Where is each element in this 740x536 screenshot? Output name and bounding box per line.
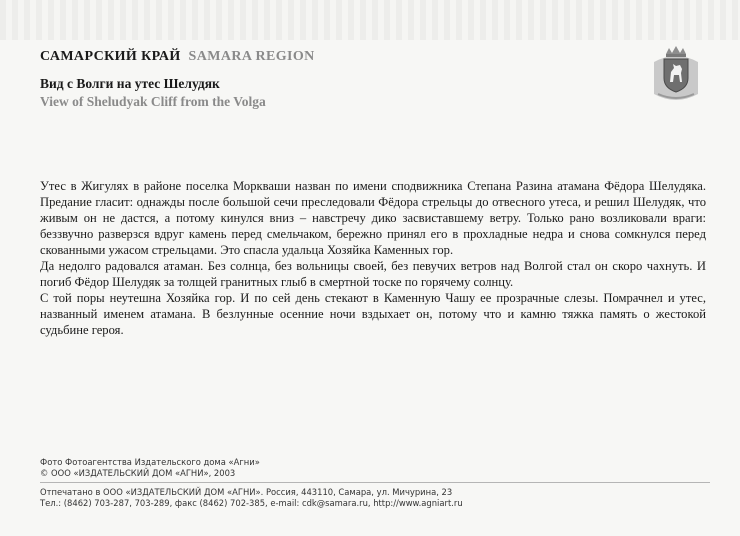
- photo-credit: Фото Фотоагентства Издательского дома «Агни»: [40, 457, 260, 467]
- card-title-en: View of Sheludyak Cliff from the Volga: [40, 94, 266, 109]
- contacts-line: Тел.: (8462) 703-287, 703-289, факс (8462) 702-385, e-mail: cdk@samara.ru, http://www.agniart.ru: [40, 498, 463, 508]
- card-title-ru: Вид с Волги на утес Шелудяк: [40, 76, 220, 91]
- legend-paragraph-1: Утес в Жигулях в районе поселка Моркваши назван по имени сподвижника Степана Разина атамана Фёдора Шелудяка. Предание гласит: однажды после большой сечи преследовали Фёдора стрельцы до отвесного утеса, и решил Шелудяк, что живым он не дастся, а потому кинулся вниз – навстречу дико засвиставшему ветру. Только рано возликовали враги: беззвучно разверзся вдруг камень перед смельчаком, бережно принял его в прохладные недра и снова сомкнулся перед скованными ужасом стрельцами. Это спасла удальца Хозяйка Каменных гор.: [40, 179, 706, 257]
- footer-divider: [40, 482, 710, 483]
- region-title-en: SAMARA REGION: [188, 49, 315, 64]
- printed-by-line: Отпечатано в ООО «ИЗДАТЕЛЬСКИЙ ДОМ «АГНИ». Россия, 443110, Самара, ул. Мичурина, 23: [40, 487, 453, 497]
- samara-coat-of-arms-icon: [650, 44, 702, 106]
- copyright-line: © ООО «ИЗДАТЕЛЬСКИЙ ДОМ «АГНИ», 2003: [40, 468, 236, 478]
- region-title-ru: САМАРСКИЙ КРАЙ: [40, 49, 181, 64]
- header-pattern-band: [0, 0, 740, 40]
- legend-paragraph-2: Да недолго радовался атаман. Без солнца, без вольницы своей, без певучих ветров над Волгой стал он скоро чахнуть. И погиб Фёдор Шелудяк за толщей гранитных глыб в смертной тоске по горячему солнцу.: [40, 259, 706, 289]
- legend-text: [40, 178, 706, 338]
- imprint-footer: [40, 457, 710, 509]
- legend-paragraph-3: С той поры неутешна Хозяйка гор. И по сей день стекают в Каменную Чашу ее прозрачные слезы. Помрачнел и утес, названный именем атамана. В безлунные осенние ночи вздыхает он, потому что и камню тяжка память о жестокой судьбине героя.: [40, 291, 706, 337]
- region-title: [40, 49, 315, 65]
